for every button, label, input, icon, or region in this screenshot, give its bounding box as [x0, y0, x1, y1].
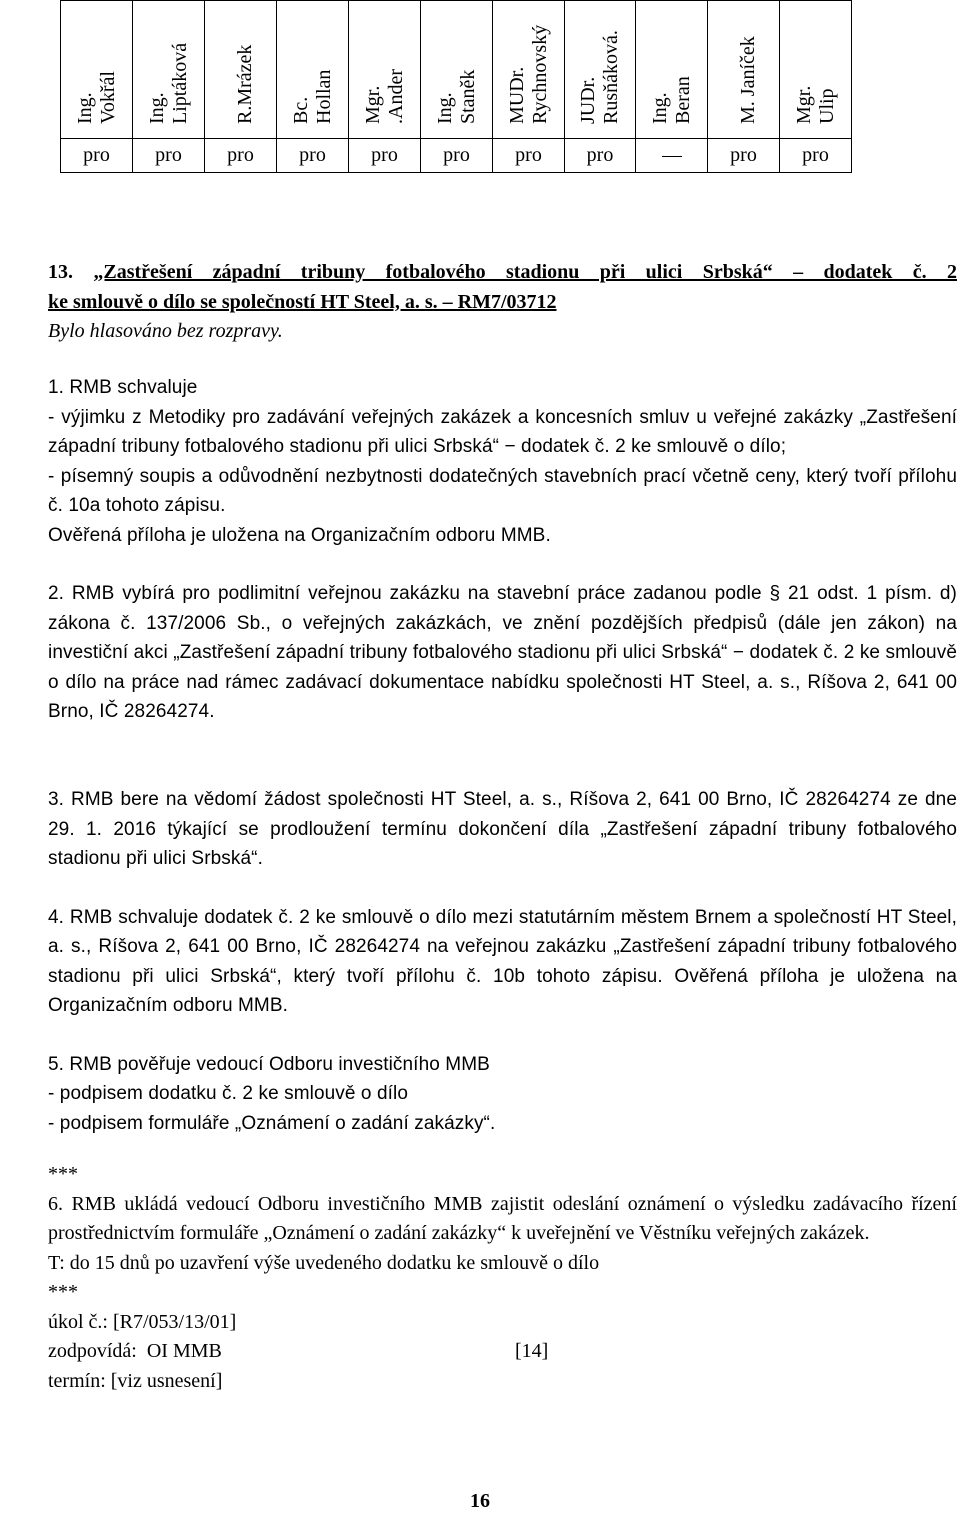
resolution-1-note: Ověřená příloha je uložena na Organizačním odboru MMB.: [48, 524, 551, 546]
member-cell: Ing. Staněk: [421, 1, 493, 139]
dash-mark: [662, 156, 682, 157]
resolution-1-item-b: - písemný soupis a odůvodnění nezbytnosti dodatečných stavebních prací včetně ceny, který tvoří přílohu č. 10a tohoto zápisu.: [48, 465, 957, 516]
vote-cell: pro: [421, 139, 493, 173]
item-note: Bylo hlasováno bez rozpravy.: [48, 320, 283, 342]
vote-cell: pro: [565, 139, 636, 173]
member-cell: Mgr. Ulip: [780, 1, 852, 139]
item-title-line2: ke smlouvě o dílo se společností HT Steel, a. s. – RM7/03712: [48, 290, 557, 313]
task-number: úkol č.: [R7/053/13/01]: [48, 1310, 237, 1333]
resolution-2: 2. RMB vybírá pro podlimitní veřejnou zakázku na stavební práce zadanou podle § 21 odst. 1 písm. d) zákona č. 137/2006 Sb., o veřejných zakázkách, ve znění pozdějších předpisů (dále jen zákon) na investiční akci „Zastřešení západní tribuny fotbalového stadionu při ulici Srbská“ − dodatek č. 2 ke smlouvě o dílo na práce nad rámec zadávací dokumentace nabídku společnosti HT Steel, a. s., Ríšova 2, 641 00 Brno, IČ 28264274.: [48, 583, 957, 722]
vote-cell: pro: [133, 139, 205, 173]
vote-cell: pro: [780, 139, 852, 173]
vote-cell: pro: [708, 139, 780, 173]
term: termín: [viz usnesení]: [48, 1369, 223, 1392]
separator: ***: [48, 1163, 78, 1185]
deadline: T: do 15 dnů po uzavření výše uvedeného dodatku ke smlouvě o dílo: [48, 1251, 600, 1274]
item-title-line1: „Zastřešení západní tribuny fotbalového stadionu při ulici Srbská“ – dodatek č. 2: [93, 261, 957, 283]
resolution-body-2: [48, 785, 957, 1167]
vote-cell: pro: [205, 139, 277, 173]
resolution-1-item-a: - výjimku z Metodiky pro zadávání veřejných zakázek a koncesních smluv u veřejné zakázky „Zastřešení západní tribuny fotbalového stadionu při ulici Srbská“ − dodatek č. 2 ke smlouvě o dílo;: [48, 406, 957, 457]
member-cell: Ing. Liptáková: [133, 1, 205, 139]
resolution-body-3: [48, 1160, 957, 1396]
member-cell: JUDr. Rusňáková.: [565, 1, 636, 139]
item-number: 13.: [48, 261, 73, 283]
vote-cell: pro: [493, 139, 565, 173]
item-title: [48, 258, 957, 288]
member-cell: Mgr. .Ander: [349, 1, 421, 139]
responsible: zodpovídá: OI MMB: [48, 1340, 222, 1362]
votes-row: [61, 139, 852, 173]
item-title-2: [48, 288, 957, 318]
resolution-5-item-b: - podpisem formuláře „Oznámení o zadání zakázky“.: [48, 1112, 496, 1134]
resolution-body: [48, 373, 957, 727]
member-cell: MUDr. Rychnovský: [493, 1, 565, 139]
resolution-5-item-a: - podpisem dodatku č. 2 ke smlouvě o dílo: [48, 1083, 409, 1104]
resolution-5-title: 5. RMB pověřuje vedoucí Odboru investičního MMB: [48, 1053, 490, 1075]
vote-cell: pro: [277, 139, 349, 173]
responsible-code: [14]: [515, 1340, 549, 1362]
page-number: 16: [470, 1490, 490, 1512]
vote-cell: pro: [349, 139, 421, 173]
member-names-row: [61, 1, 852, 139]
responsible-row: [48, 1337, 957, 1367]
resolution-3: 3. RMB bere na vědomí žádost společnosti HT Steel, a. s., Ríšova 2, 641 00 Brno, IČ 28264274 ze dne 29. 1. 2016 týkající se prodloužení termínu dokončení díla „Zastřešení západní tribuny fotbalového stadionu při ulici Srbská“.: [48, 789, 957, 869]
member-cell: R.Mrázek: [205, 1, 277, 139]
member-cell: Ing. Beran: [636, 1, 708, 139]
vote-table: [60, 0, 852, 173]
vote-cell-dash: [636, 139, 708, 173]
resolution-4: 4. RMB schvaluje dodatek č. 2 ke smlouvě o dílo mezi statutárním městem Brnem a společností HT Steel, a. s., Ríšova 2, 641 00 Brno, IČ 28264274 na veřejnou zakázku „Zastřešení západní tribuny fotbalového stadionu při ulici Srbská“, který tvoří přílohu č. 10b tohoto zápisu. Ověřená příloha je uložena na Organizačním odboru MMB.: [48, 906, 957, 1016]
separator-2: ***: [48, 1281, 78, 1303]
member-cell: Bc. Hollan: [277, 1, 349, 139]
member-cell: Ing. Vokřál: [61, 1, 133, 139]
member-cell: M. Janíček: [708, 1, 780, 139]
item-heading-block: [48, 258, 957, 347]
resolution-6: 6. RMB ukládá vedoucí Odboru investičního MMB zajistit odeslání oznámení o výsledku zadávacího řízení prostřednictvím formuláře „Oznámení o zadání zakázky“ k uveřejnění ve Věstníku veřejných zakázek.: [48, 1192, 957, 1244]
vote-cell: pro: [61, 139, 133, 173]
resolution-1-title: 1. RMB schvaluje: [48, 377, 198, 398]
